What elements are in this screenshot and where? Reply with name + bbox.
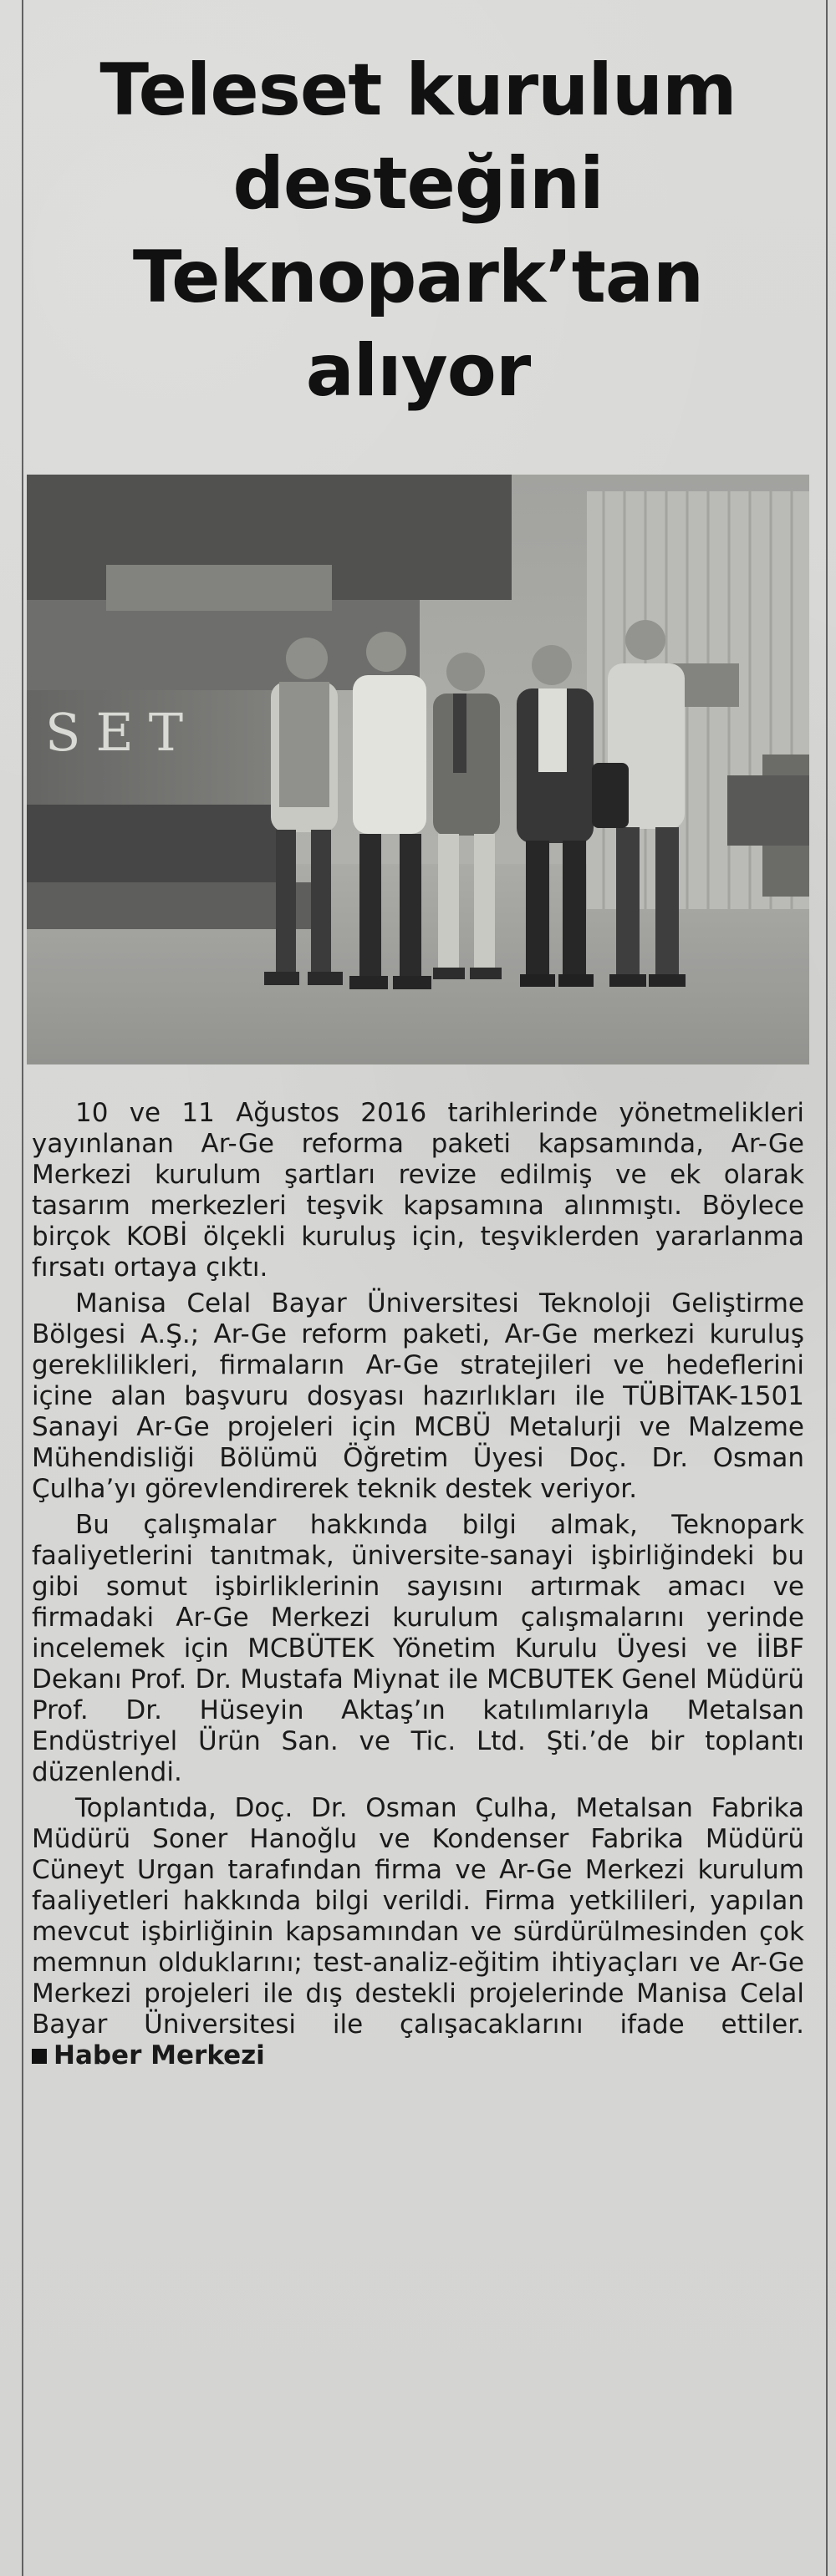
article-photo bbox=[27, 475, 809, 1064]
headline-line-3: Teknopark’tan bbox=[132, 236, 704, 319]
article-byline bbox=[32, 2040, 265, 2070]
article-headline bbox=[27, 43, 809, 418]
paragraph-4-text: Toplantıda, Doç. Dr. Osman Çulha, Metalsan Fabrika Müdürü Soner Hanoğlu ve Kondenser Fabrika Müdürü Cüneyt Urgan tarafından firma ve Ar-Ge Merkezi kurulum faaliyetleri hakkında bilgi verildi. Firma yetkilileri, yapılan mevcut işbirliğinin kapsamından ve sürdürülmesinden çok memnun olduklarını; test-analiz-eğitim ihtiyaçları ve Ar-Ge Merkezi projeleri ile dış destekli projelerinde Manisa Celal Bayar Üniversitesi ile çalışacaklarını ifade ettiler. bbox=[32, 1793, 804, 2040]
headline-line-2: desteğini bbox=[232, 142, 604, 226]
photo-grain-overlay bbox=[27, 475, 809, 1064]
paragraph-3: Bu çalışmalar hakkında bilgi almak, Teknopark faaliyetlerini tanıtmak, üniversite-sanayi işbirliğindeki bu gibi somut işbirliklerinin sayısını artırmak amacı ve firmadaki Ar-Ge Merkezi kurulum çalışmalarını yerinde incelemek için MCBÜTEK Yönetim Kurulu Üyesi ve İİBF Dekanı Prof. Dr. Mustafa Miynat ile MCBUTEK Genel Müdürü Prof. Dr. Hüseyin Aktaş’ın katılımlarıyla Metalsan Endüstriyel Ürün San. ve Tic. Ltd. Şti.’de bir toplantı düzenlendi. bbox=[32, 1510, 804, 1787]
group-photo-illustration bbox=[27, 475, 809, 1064]
right-column-rule bbox=[826, 0, 828, 2576]
article-body bbox=[32, 1098, 804, 2076]
byline-text: Haber Merkezi bbox=[54, 2040, 265, 2070]
paragraph-4 bbox=[32, 1793, 804, 2071]
headline-line-4: alıyor bbox=[305, 329, 531, 413]
paragraph-1: 10 ve 11 Ağustos 2016 tarihlerinde yönetmelikleri yayınlanan Ar-Ge reforma paketi kapsamında, Ar-Ge Merkezi kurulum şartları revize edilmiş ve ek olarak tasarım merkezleri teşvik kapsamına alınmıştı. Böylece birçok KOBİ ölçekli kuruluş için, teşviklerden yararlanma fırsatı ortaya çıktı. bbox=[32, 1098, 804, 1283]
headline-line-1: Teleset kurulum bbox=[99, 48, 737, 132]
left-column-rule bbox=[22, 0, 23, 2576]
byline-square-mark bbox=[32, 2049, 47, 2064]
paragraph-2: Manisa Celal Bayar Üniversitesi Teknoloji Geliştirme Bölgesi A.Ş.; Ar-Ge reform paketi, Ar-Ge merkezi kuruluş gereklilikleri, firmaların Ar-Ge stratejileri ve hedeflerini içine alan başvuru dosyası hazırlıkları ile TÜBİTAK-1501 Sanayi Ar-Ge projeleri için MCBÜ Metalurji ve Malzeme Mühendisliği Bölümü Öğretim Üyesi Doç. Dr. Osman Çulha’yı görevlendirerek teknik destek veriyor. bbox=[32, 1288, 804, 1504]
